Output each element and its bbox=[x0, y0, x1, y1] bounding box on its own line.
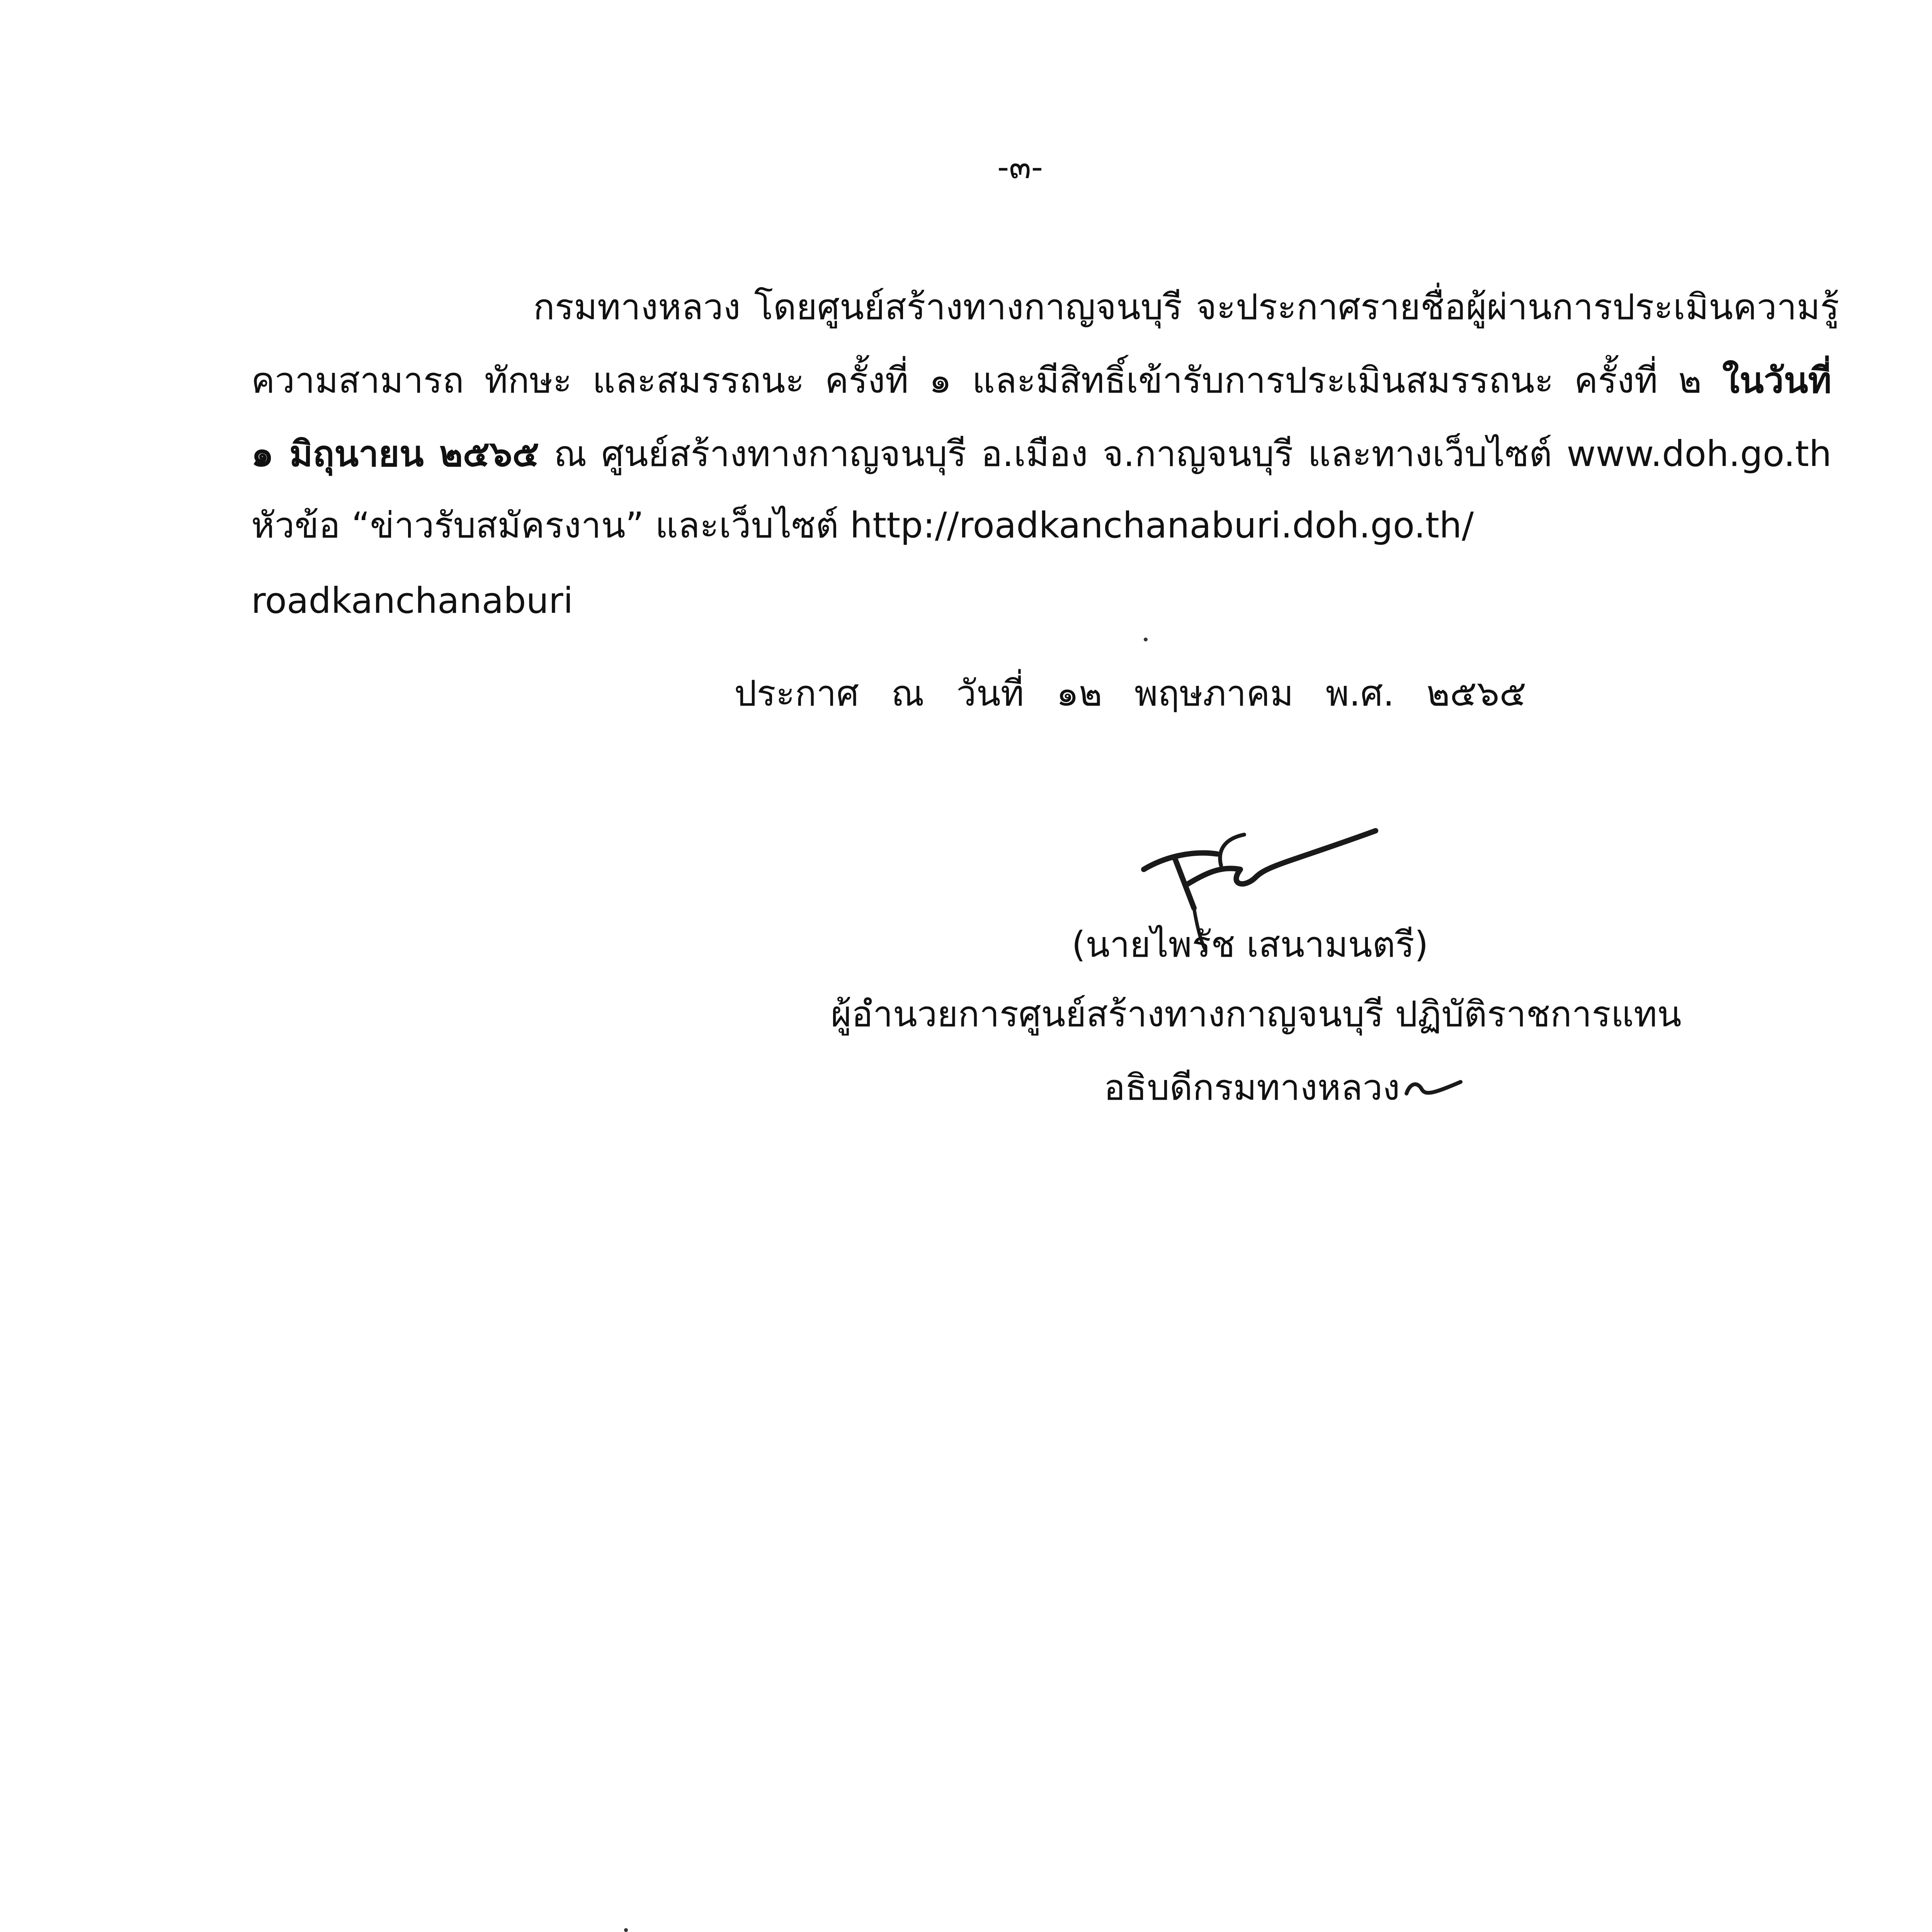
stray-dot-lower bbox=[624, 1928, 628, 1932]
body-line-1: กรมทางหลวง โดยศูนย์สร้างทางกาญจนบุรี จะประกาศรายชื่อผู้ผ่านการประเมินความรู้ bbox=[533, 286, 1839, 328]
body-line-2-bold: ในวันที่ bbox=[1722, 360, 1832, 401]
body-line-3-text: ณ ศูนย์สร้างทางกาญจนบุรี อ.เมือง จ.กาญจนบุรี และทางเว็บไซต์ www.doh.go.th bbox=[554, 433, 1832, 474]
signer-title: ผู้อำนวยการศูนย์สร้างทางกาญจนบุรี ปฏิบัติราชการแทน bbox=[831, 993, 1682, 1035]
body-line-5: roadkanchanaburi bbox=[251, 580, 573, 621]
stray-dot bbox=[1144, 638, 1148, 641]
signer-organization: อธิบดีกรมทางหลวง bbox=[1104, 1067, 1400, 1108]
body-line-3 bbox=[251, 433, 1832, 475]
page-number: -๓- bbox=[997, 148, 1043, 186]
signer-name: (นายไพรัช เสนามนตรี) bbox=[1071, 924, 1429, 965]
initial-mark-icon bbox=[1399, 1066, 1468, 1105]
body-line-2 bbox=[251, 359, 1832, 402]
announcement-date: ประกาศ ณ วันที่ ๑๒ พฤษภาคม พ.ศ. ๒๕๖๕ bbox=[734, 673, 1526, 714]
body-line-3-bold-date: ๑ มิถุนายน ๒๕๖๕ bbox=[251, 433, 539, 474]
body-line-2-text: ความสามารถ ทักษะ และสมรรถนะ ครั้งที่ ๑ และมีสิทธิ์เข้ารับการประเมินสมรรถนะ ครั้งที่ ๒ bbox=[251, 360, 1702, 401]
body-line-4: หัวข้อ “ข่าวรับสมัครงาน” และเว็บไซต์ http://roadkanchanaburi.doh.go.th/ bbox=[251, 505, 1474, 546]
